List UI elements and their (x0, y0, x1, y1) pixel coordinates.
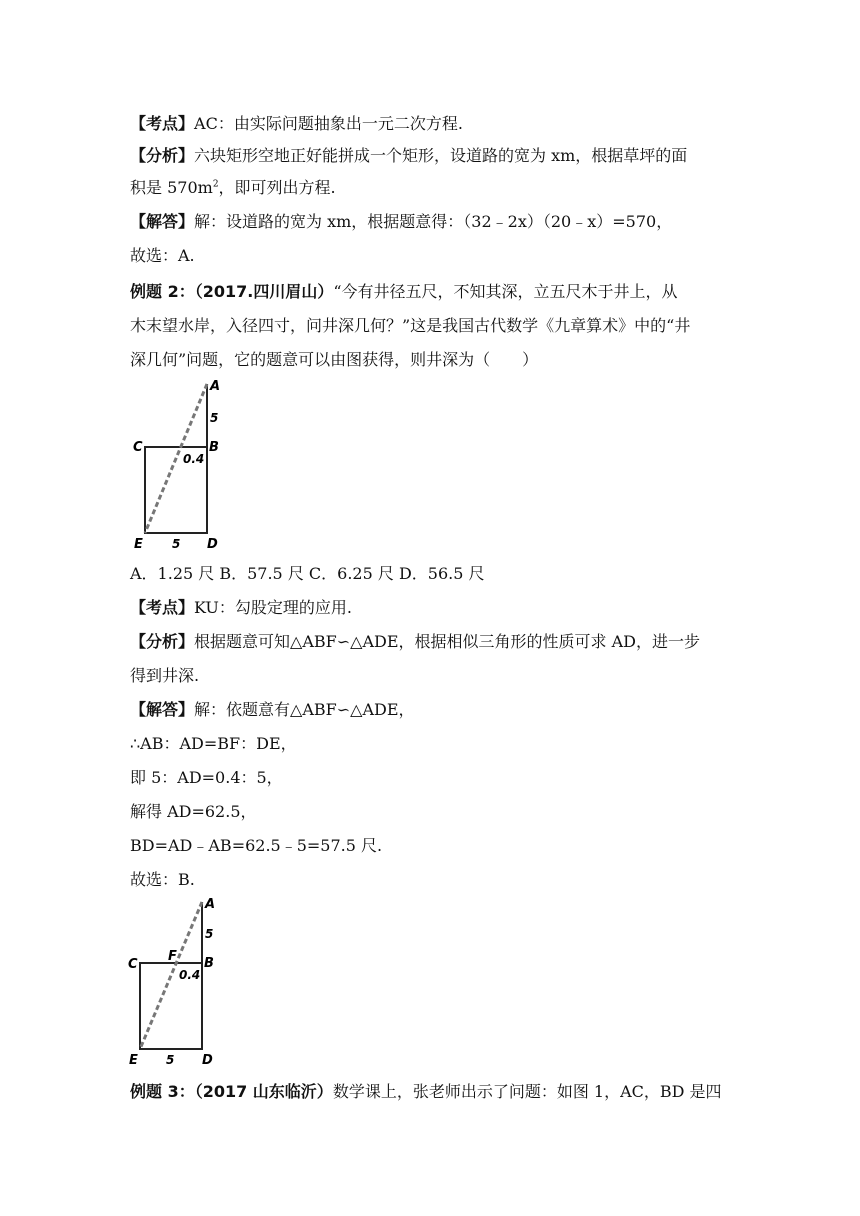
label-a: A (205, 897, 216, 912)
label-f: F (168, 949, 177, 964)
fenxi-text-b: ，即可列出方程. (218, 178, 336, 197)
label-bf-length: 0.4 (179, 968, 201, 982)
label-e: E (134, 537, 143, 552)
jieda-tag: 【解答】 (130, 700, 195, 719)
label-b: B (204, 956, 214, 971)
ex2-step2: 即 5：AD=0.4：5， (130, 768, 283, 787)
ex1-fenxi-line2 (130, 178, 740, 198)
label-d: D (202, 1053, 213, 1068)
label-ed-length: 5 (166, 1053, 175, 1067)
example-title: 例题 2：（2017.四川眉山） (130, 282, 334, 301)
label-bf-length: 0.4 (183, 452, 205, 466)
label-b: B (209, 440, 219, 455)
ex2-step3: 解得 AD=62.5， (130, 802, 257, 821)
ex2-kaodian (130, 598, 740, 618)
label-a: A (210, 379, 221, 394)
kaodian-text: AC：由实际问题抽象出一元二次方程. (194, 114, 463, 133)
superscript: 2 (212, 179, 219, 190)
ex2-step1: ∴AB：AD=BF：DE， (130, 734, 297, 753)
label-c: C (133, 440, 143, 455)
ex3-question-line1 (130, 1082, 740, 1102)
label-ed-length: 5 (172, 537, 181, 551)
jieda-text: 解：设道路的宽为 xm，根据题意得：（32﹣2x）（20﹣x）=570， (194, 212, 673, 231)
fenxi-tag: 【分析】 (130, 632, 195, 651)
label-ab-length: 5 (210, 411, 219, 425)
fenxi-text: 根据题意可知△ABF∽△ADE，根据相似三角形的性质可求 AD，进一步 (194, 632, 700, 651)
ex2-jieda (130, 700, 740, 720)
well-figure-1 (128, 376, 238, 560)
ex1-fenxi-line1 (130, 146, 740, 166)
fenxi-text: 六块矩形空地正好能拼成一个矩形，设道路的宽为 xm，根据草坪的面 (194, 146, 688, 165)
label-ab-length: 5 (205, 927, 214, 941)
ex1-jieda (130, 212, 740, 232)
ex2-fenxi-line2: 得到井深. (130, 666, 200, 685)
ex2-options: A．1.25 尺 B．57.5 尺 C．6.25 尺 D．56.5 尺 (130, 564, 485, 583)
label-c: C (128, 957, 138, 972)
question-text: “今有井径五尺，不知其深，立五尺木于井上，从 (333, 282, 678, 301)
ex2-question-line3: 深几何”问题，它的题意可以由图获得，则井深为（ ） (130, 350, 539, 369)
kaodian-text: KU：勾股定理的应用. (194, 598, 352, 617)
kaodian-tag: 【考点】 (130, 114, 195, 133)
ex2-guxuan: 故选：B. (130, 870, 195, 889)
ex2-question-line1 (130, 282, 740, 302)
label-e: E (129, 1053, 138, 1068)
kaodian-tag: 【考点】 (130, 598, 195, 617)
ex1-guxuan: 故选：A. (130, 246, 195, 265)
ex2-fenxi-line1 (130, 632, 740, 652)
ex2-question-line2: 木末望水岸，入径四寸，问井深几何？”这是我国古代数学《九章算术》中的“井 (130, 316, 691, 335)
jieda-text: 解：依题意有△ABF∽△ADE， (194, 700, 415, 719)
label-d: D (207, 537, 218, 552)
jieda-tag: 【解答】 (130, 212, 195, 231)
example-title: 例题 3：（2017 山东临沂） (130, 1082, 333, 1101)
fenxi-text-a: 积是 570m (130, 178, 213, 197)
ex1-kaodian (130, 114, 740, 134)
question-text: 数学课上，张老师出示了问题：如图 1，AC，BD 是四 (332, 1082, 722, 1101)
ex2-step4: BD=AD﹣AB=62.5﹣5=57.5 尺. (130, 836, 383, 855)
well-figure-2 (124, 894, 234, 1078)
fenxi-tag: 【分析】 (130, 146, 195, 165)
